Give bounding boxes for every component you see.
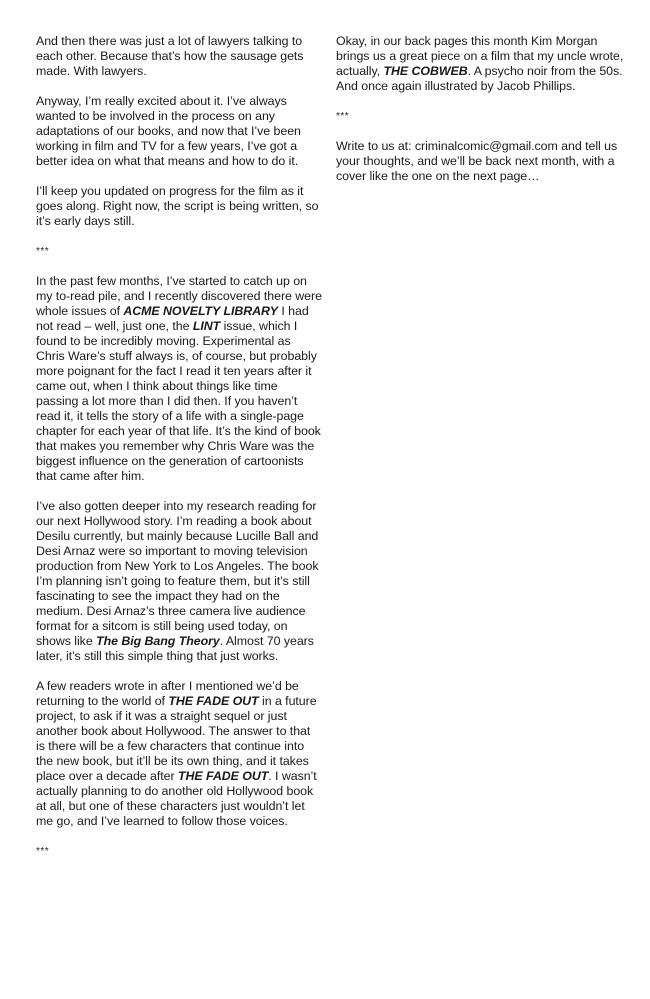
- text-segment: I had not read – well, just one, the: [36, 304, 309, 333]
- paragraph-desilu: [36, 499, 322, 664]
- title-big-bang-theory: The Big Bang Theory: [96, 634, 220, 648]
- text-segment: A few readers wrote in after I mentioned we’d be returning to the world of: [36, 679, 299, 708]
- text-segment: I’ve also gotten deeper into my research reading for our next Hollywood story. I’m reading a book about Desilu currently, but mainly because Lucille Ball and Desi Arnaz were so important to moving television production from New York to Los Angeles. The book I’m planning isn’t going to feature them, but it’s still fascinating to see the impact they had on the medium. Desi Arnaz’s three camera live audience format for a sitcom is still being used today, on shows like: [36, 499, 319, 648]
- section-separator: ***: [36, 246, 50, 257]
- right-column: [336, 34, 628, 199]
- paragraph-progress: I’ll keep you updated on progress for the film as it goes along. Right now, the script is being written, so it’s early days still.: [36, 184, 319, 228]
- text-segment: . A psycho noir from the 50s. And once again illustrated by Jacob Phillips.: [336, 64, 623, 93]
- section-separator: ***: [36, 846, 50, 857]
- title-the-cobweb: THE COBWEB: [383, 64, 468, 78]
- paragraph-fade-out: [36, 679, 322, 829]
- text-segment: Okay, in our back pages this month Kim Morgan brings us a great piece on a film that my uncle wrote, actually,: [336, 34, 624, 78]
- text-segment: In the past few months, I’ve started to catch up on my to-read pile, and I recently discovered there were whole issues of: [36, 274, 322, 318]
- paragraph-acme-novelty: [36, 274, 322, 484]
- text-segment: in a future project, to ask if it was a straight sequel or just another book about Hollywood. The answer to that is there will be a few characters that continue into the new book, but it’ll be its own thing, and it takes place over a decade after: [36, 694, 317, 783]
- paragraph-excited: Anyway, I’m really excited about it. I’ve always wanted to be involved in the process on any adaptations of our books, and now that I’ve been working in film and TV for a few years, I’ve got a better idea on what that means and how to do it.: [36, 94, 301, 168]
- left-column: [36, 34, 322, 874]
- text-segment: issue, which I found to be incredibly moving. Experimental as Chris Ware’s stuff always is, of course, but probably more poignant for the fact I read it ten years after it came out, when I think about things like time passing a lot more than I did then. If you haven’t read it, it tells the story of a life with a single-page chapter for each year of that life. It’s the kind of book that makes you remember why Chris Ware was the biggest influence on the generation of cartoonists that came after him.: [36, 319, 321, 483]
- section-separator: ***: [336, 111, 350, 122]
- paragraph-lawyers: And then there was just a lot of lawyers talking to each other. Because that’s how the sausage gets made. With lawyers.: [36, 34, 304, 78]
- title-the-fade-out: THE FADE OUT: [177, 769, 269, 783]
- paragraph-cobweb: [336, 34, 628, 94]
- title-lint: LINT: [192, 319, 221, 333]
- text-segment: . I wasn’t actually planning to do another old Hollywood book at all, but one of these characters just wouldn’t let me go, and I’ve learned to follow those voices.: [36, 769, 317, 828]
- text-segment: . Almost 70 years later, it’s still this simple thing that just works.: [36, 634, 314, 663]
- paragraph-write-to-us: Write to us at: criminalcomic@gmail.com and tell us your thoughts, and we’ll be back next month, with a cover like the one on the next page…: [336, 139, 618, 183]
- title-the-fade-out: THE FADE OUT: [168, 694, 259, 708]
- title-acme-novelty-library: ACME NOVELTY LIBRARY: [123, 304, 278, 318]
